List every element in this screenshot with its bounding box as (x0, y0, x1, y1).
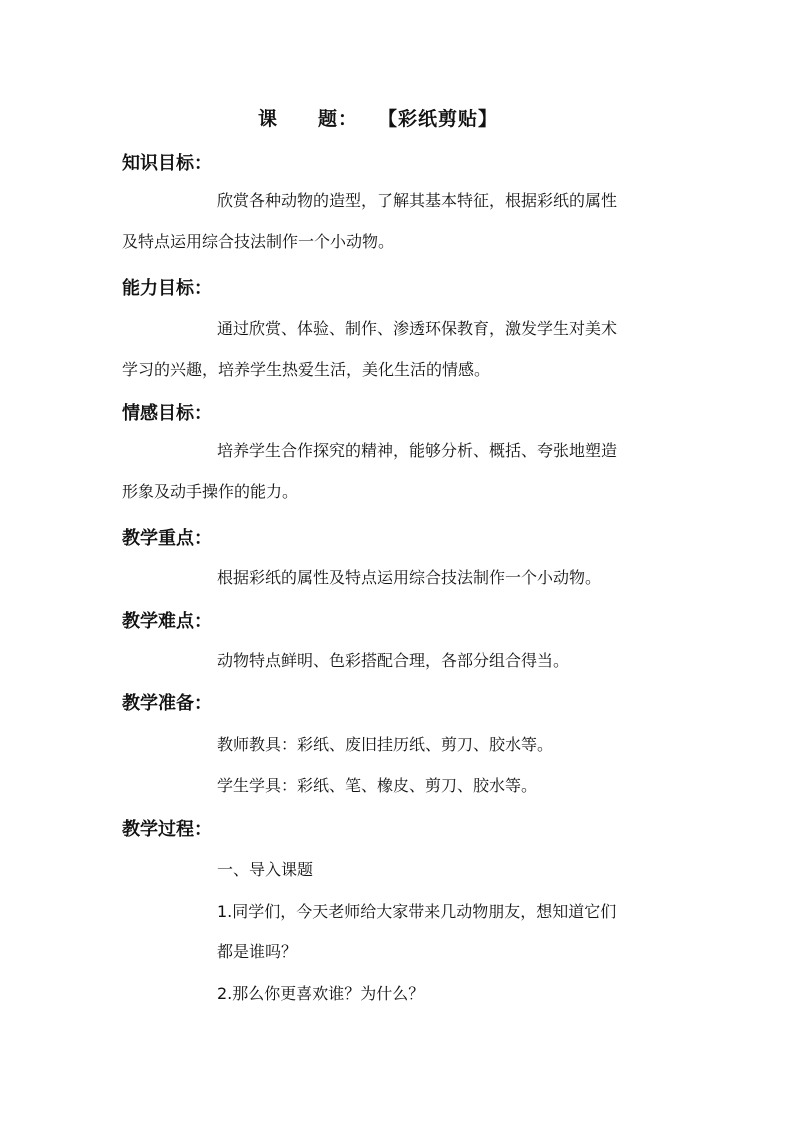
key-points-text: 根据彩纸的属性及特点运用综合技法制作一个小动物。 (217, 568, 602, 587)
process-heading: 教学过程： (122, 819, 212, 840)
process-item-2: 2.那么你更喜欢谁？为什么？ (217, 984, 425, 1003)
process-item-1-line-1: 1.同学们，今天老师给大家带来几动物朋友，想知道它们 (217, 902, 617, 921)
title-label: 课 题： (258, 108, 359, 130)
knowledge-goal-text (122, 180, 682, 262)
ability-goal-line-2: 学习的兴趣，培养学生热爱生活，美化生活的情感。 (122, 360, 491, 379)
emotion-goal-line-1: 培养学生合作探究的精神，能够分析、概括、夸张地塑造 (217, 441, 618, 460)
preparation-heading: 教学准备： (122, 693, 212, 714)
ability-goal-heading: 能力目标： (122, 278, 212, 299)
difficulties-heading: 教学难点： (122, 611, 212, 632)
title-topic: 【彩纸剪贴】 (378, 108, 499, 130)
process-item-1-line-2: 都是谁吗？ (217, 942, 298, 961)
difficulties-text: 动物特点鲜明、色彩搭配合理，各部分组合得当。 (217, 651, 570, 670)
process-step-1-title: 一、导入课题 (217, 860, 314, 879)
ability-goal-line-1: 通过欣赏、体验、制作、渗透环保教育，激发学生对美术 (217, 319, 618, 338)
ability-goal-text (122, 308, 682, 390)
lesson-title (258, 104, 498, 131)
student-materials-text: 学生学具：彩纸、笔、橡皮、剪刀、胶水等。 (217, 776, 538, 795)
knowledge-goal-heading: 知识目标： (122, 153, 212, 174)
key-points-heading: 教学重点： (122, 528, 212, 549)
emotion-goal-heading: 情感目标： (122, 403, 212, 424)
teacher-materials-text: 教师教具：彩纸、废旧挂历纸、剪刀、胶水等。 (217, 735, 554, 754)
knowledge-goal-line-1: 欣赏各种动物的造型，了解其基本特征，根据彩纸的属性 (217, 191, 618, 210)
knowledge-goal-line-2: 及特点运用综合技法制作一个小动物。 (122, 232, 395, 251)
emotion-goal-line-2: 形象及动手操作的能力。 (122, 482, 299, 501)
emotion-goal-text (122, 430, 682, 512)
